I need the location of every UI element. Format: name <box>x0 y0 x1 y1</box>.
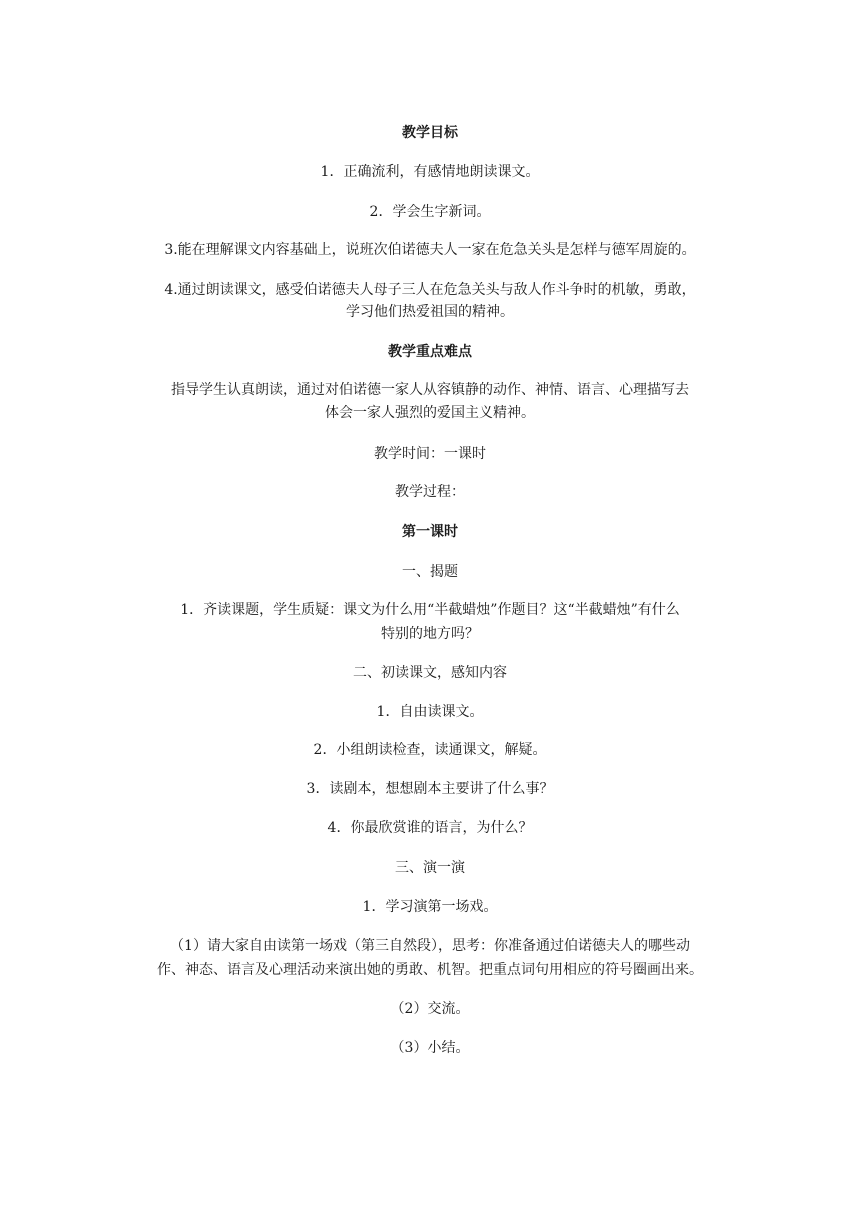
section-3-item-1: 1．学习演第一场戏。 <box>362 899 498 915</box>
section-2-item-4: 4．你最欣赏谁的语言，为什么？ <box>327 820 533 836</box>
goal-item-3: 3.能在理解课文内容基础上，说班次伯诺德夫人一家在危急关头是怎样与德军周旋的。 <box>164 242 696 258</box>
goal-item-1: 1．正确流利，有感情地朗读课文。 <box>320 164 540 180</box>
section-1-item-1-line-1: 1．齐读课题，学生质疑：课文为什么用“半截蜡烛”作题目？这“半截蜡烛”有什么 <box>180 602 680 618</box>
heading-key-points: 教学重点难点 <box>388 344 472 360</box>
teaching-time: 教学时间：一课时 <box>374 446 486 462</box>
section-2-item-3: 3．读剧本，想想剧本主要讲了什么事？ <box>306 781 554 797</box>
goal-item-2: 2．学会生字新词。 <box>369 204 491 220</box>
goal-item-4-line-1: 4.通过朗读课文，感受伯诺德夫人母子三人在危急关头与敌人作斗争时的机敏，勇敢， <box>164 282 696 298</box>
heading-teaching-goals: 教学目标 <box>402 125 458 141</box>
teaching-process: 教学过程： <box>395 484 465 500</box>
section-2-item-2: 2．小组朗读检查，读通课文，解疑。 <box>313 742 547 758</box>
section-1-title: 一、揭题 <box>402 564 458 580</box>
section-3-sub-2: （2）交流。 <box>390 1001 470 1017</box>
section-2-title: 二、初读课文，感知内容 <box>353 665 507 681</box>
section-3-sub-1-line-2: 作、神态、语言及心理活动来演出她的勇敢、机智。把重点词句用相应的符号圈画出来。 <box>157 962 703 978</box>
key-points-line-2: 体会一家人强烈的爱国主义精神。 <box>325 405 535 421</box>
section-3-title: 三、演一演 <box>395 860 465 876</box>
section-3-sub-1-line-1: （1）请大家自由读第一场戏（第三自然段），思考：你准备通过伯诺德夫人的哪些动 <box>170 938 690 954</box>
key-points-line-1: 指导学生认真朗读，通过对伯诺德一家人从容镇静的动作、神情、语言、心理描写去 <box>171 382 689 398</box>
section-3-sub-3: （3）小结。 <box>390 1040 470 1056</box>
section-1-item-1-line-2: 特别的地方吗？ <box>381 626 479 642</box>
goal-item-4-line-2: 学习他们热爱祖国的精神。 <box>346 304 514 320</box>
section-2-item-1: 1．自由读课文。 <box>376 704 484 720</box>
heading-lesson-1: 第一课时 <box>402 524 458 540</box>
